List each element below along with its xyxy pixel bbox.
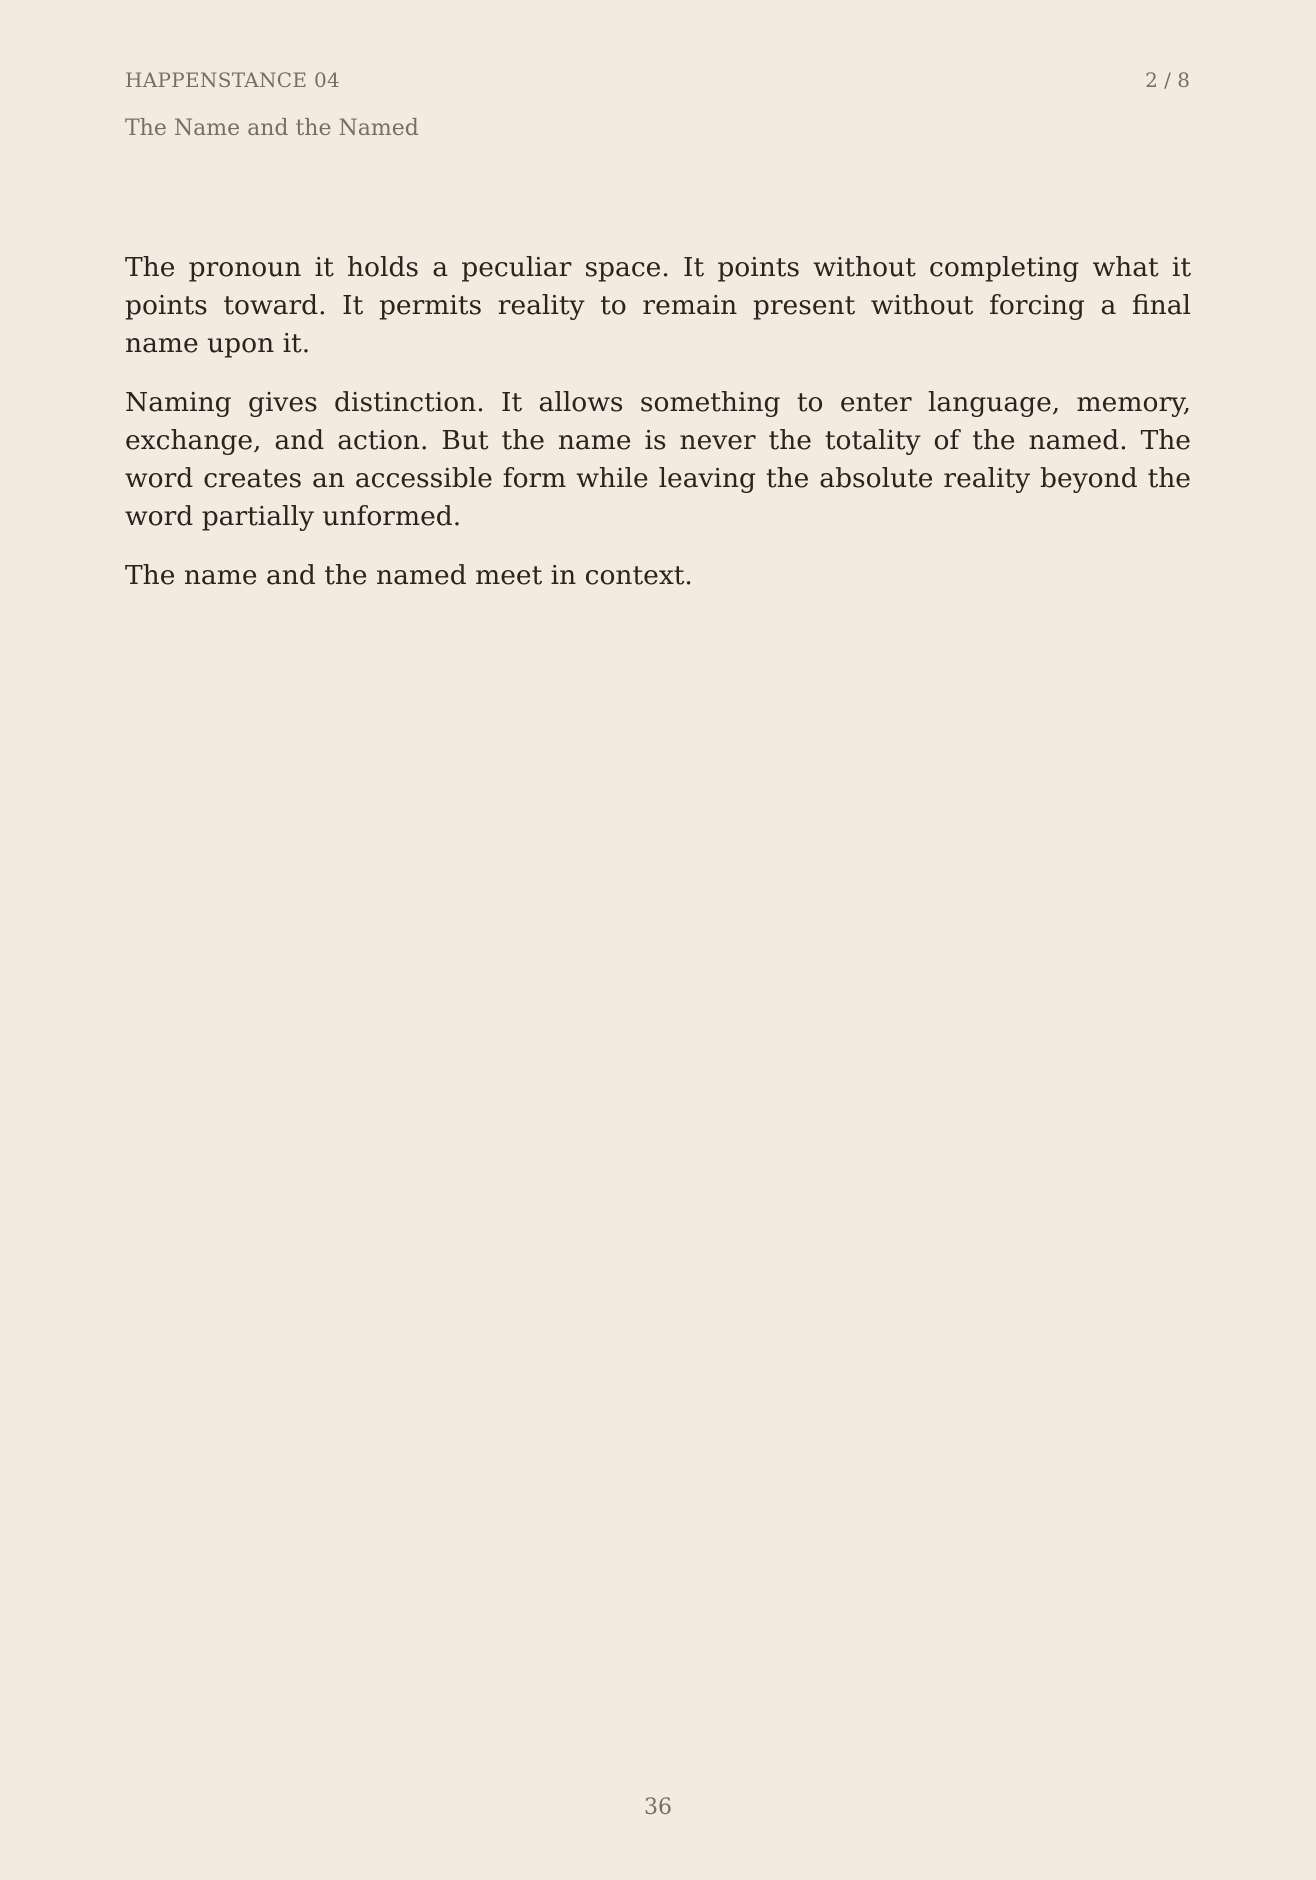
paragraph: The name and the named meet in context. <box>125 560 693 591</box>
series-title: HAPPENSTANCE 04 <box>125 68 340 92</box>
paragraph: The pronoun it holds a peculiar space. It points without completing what it points toward. It permits reality to remain present without forcing a final name upon it. <box>125 252 1191 359</box>
body-text <box>125 249 1191 616</box>
page-indicator: 2 / 8 <box>1145 68 1190 92</box>
page-number: 36 <box>644 1795 672 1820</box>
paragraph: Naming gives distinction. It allows something to enter language, memory, exchange, and action. But the name is never the totality of the named. The word creates an accessible form while leaving the absolute reality beyond the word partially unformed. <box>125 387 1191 532</box>
chapter-title: The Name and the Named <box>125 116 419 141</box>
